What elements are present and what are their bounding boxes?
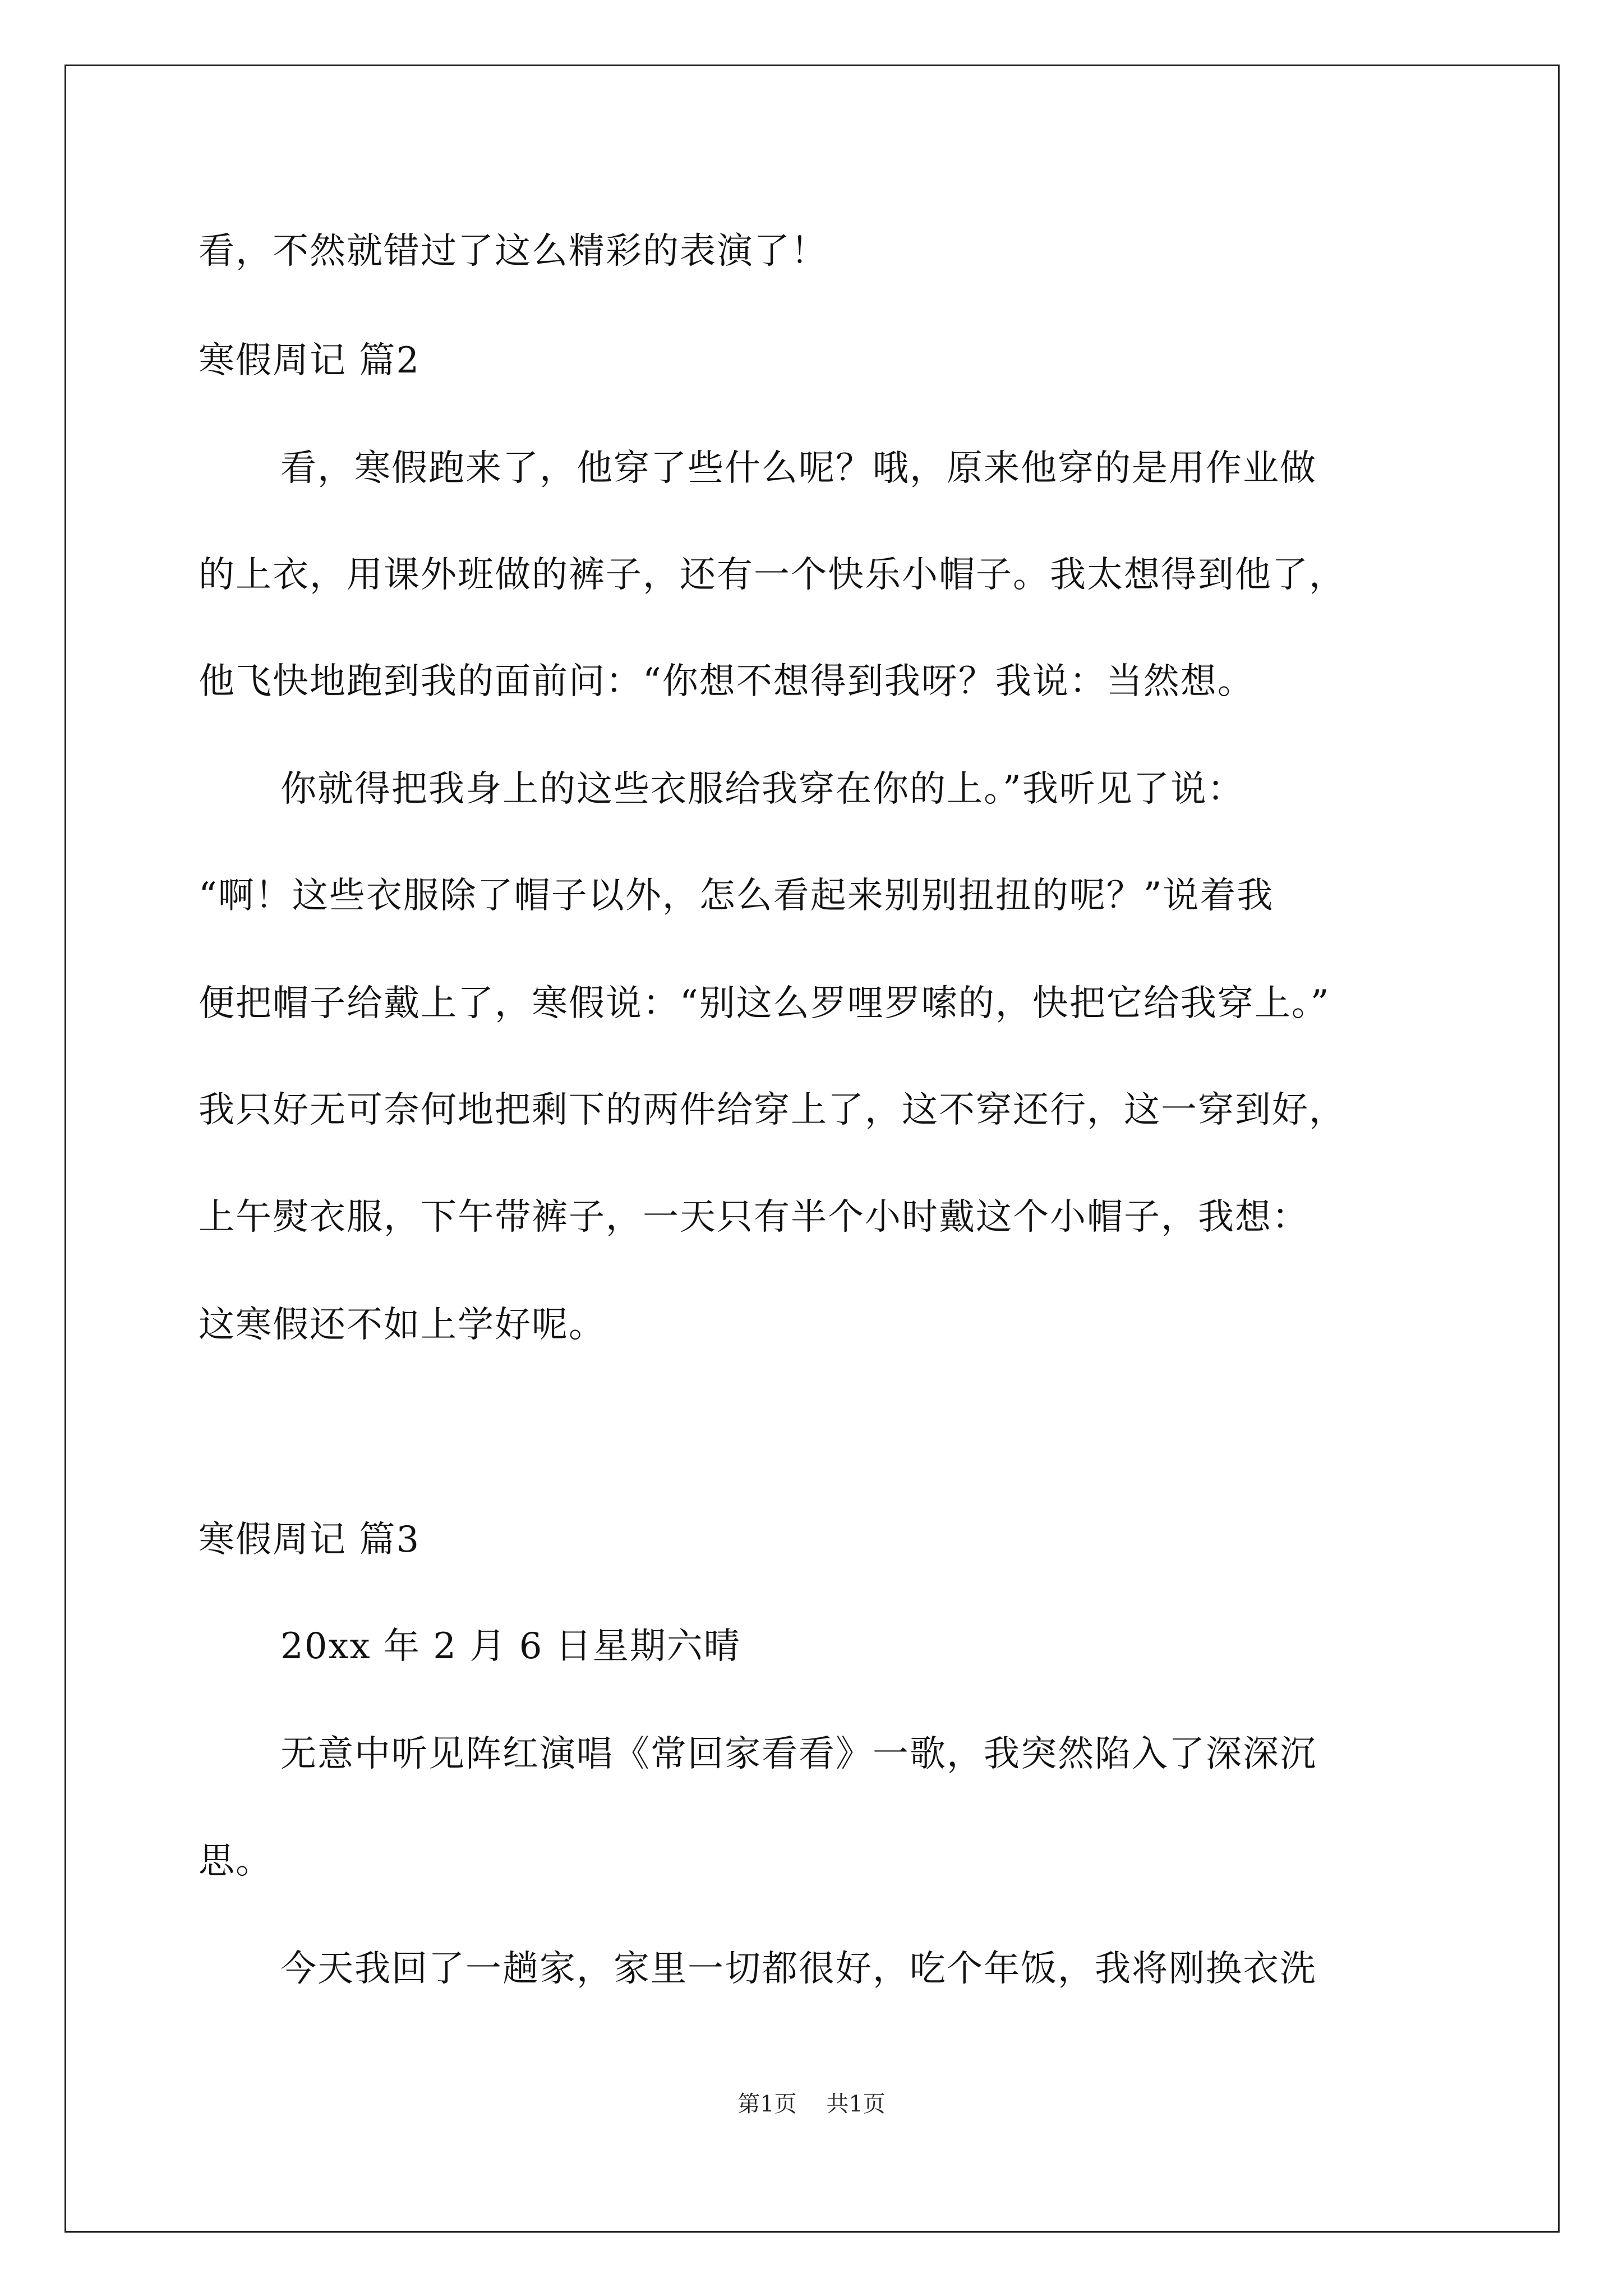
text-line: 无意中听见阵红演唱《常回家看看》一歌，我突然陷入了深深沉 — [280, 1733, 1317, 1775]
text-line: 看，寒假跑来了，他穿了些什么呢？哦，原来他穿的是用作业做 — [280, 448, 1317, 489]
text-line: 看，不然就错过了这么精彩的表演了！ — [199, 231, 828, 272]
text-line: 今天我回了一趟家，家里一切都很好，吃个年饭，我将刚换衣洗 — [280, 1948, 1317, 1990]
text-line: 的上衣，用课外班做的裤子，还有一个快乐小帽子。我太想得到他了， — [199, 554, 1346, 596]
page-number: 第1页 — [737, 2091, 797, 2117]
text-line: 他飞快地跑到我的面前问：“你想不想得到我呀？我说：当然想。 — [199, 661, 1255, 702]
section-heading: 寒假周记 篇3 — [199, 1519, 421, 1561]
page-footer — [0, 2090, 1623, 2118]
section-heading: 寒假周记 篇2 — [199, 340, 421, 381]
text-line: “啊！这些衣服除了帽子以外，怎么看起来别别扭扭的呢？”说着我 — [199, 875, 1274, 917]
text-line: 这寒假还不如上学好呢。 — [199, 1304, 606, 1346]
text-line: 思。 — [199, 1841, 273, 1882]
text-line: 便把帽子给戴上了，寒假说：“别这么罗哩罗嗦的，快把它给我穿上。” — [199, 983, 1330, 1024]
page-border — [64, 65, 1560, 2233]
text-line: 你就得把我身上的这些衣服给我穿在你的上。”我听见了说： — [280, 769, 1244, 810]
text-line: 我只好无可奈何地把剩下的两件给穿上了，这不穿还行，这一穿到好， — [199, 1089, 1346, 1131]
page-total: 共1页 — [826, 2091, 886, 2117]
date-line: 20xx 年 2 月 6 日星期六晴 — [280, 1626, 741, 1667]
text-line: 上午熨衣服，下午带裤子，一天只有半个小时戴这个小帽子，我想： — [199, 1197, 1309, 1238]
